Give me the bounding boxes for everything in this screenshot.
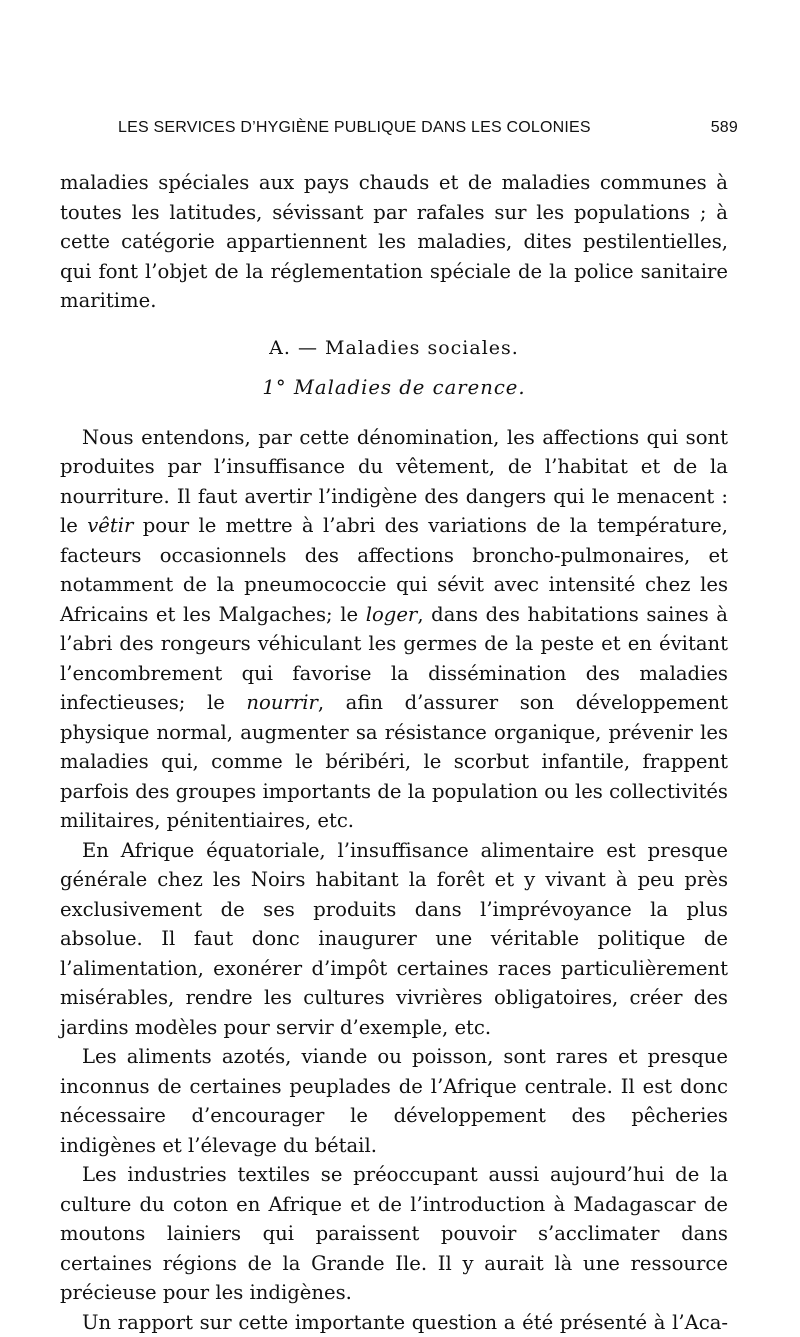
page-body [60, 168, 728, 1337]
p1-part2: pour le mettre à l’abri des variations de la température, facteurs occasionnels des affections broncho-pulmonaires, et notamment de la pneumococcie qui sévit avec intensité chez les Africains et les Malgaches; le [60, 514, 728, 626]
subsection-heading-text: 1° Maladies de carence. [262, 376, 525, 399]
p1-emphasis-loger: loger [366, 603, 418, 626]
paragraph-4: Les industries textiles se préoccupant aussi aujourd’hui de la culture du coton en Afrique et de l’introduction à Madagascar de moutons lainiers qui paraissent pouvoir s’acclimater dans certaines régions de la Grande Ile. Il y aurait là une ressource précieuse pour les indigènes. [60, 1160, 728, 1308]
p1-part4: , afin d’assurer son développement physique normal, augmenter sa résistance organique, prévenir les maladies qui, comme le béribéri, le scorbut infantile, frappent parfois des groupes importants de la population ou les collectivités militaires, pénitentiaires, etc. [60, 691, 728, 832]
paragraph-5: Un rapport sur cette importante question a été présenté à l’Aca- [60, 1308, 728, 1337]
p1-part3: , dans des habitations saines à l’abri des rongeurs véhiculant les germes de la peste et en évitant l’encombrement qui favorise la dissémination des maladies infectieuses; le [60, 603, 728, 715]
p1-emphasis-nourrir: nourrir [246, 691, 317, 714]
paragraph-2: En Afrique équatoriale, l’insuffisance alimentaire est presque générale chez les Noirs habitant la forêt et y vivant à peu près exclusivement de ses produits dans l’imprévoyance la plus absolue. Il faut donc inaugurer une véritable politique de l’alimentation, exonérer d’impôt certaines races particulièrement misérables, rendre les cultures vivrières obligatoires, créer des jardins modèles pour servir d’exemple, etc. [60, 836, 728, 1043]
p1-part1: Nous entendons, par cette dénomination, les affections qui sont produites par l’insuffisance du vêtement, de l’habitat et de la nourriture. Il faut avertir l’indigène des dangers qui le menacent : le [60, 426, 728, 538]
section-heading: A. — Maladies sociales. [60, 334, 728, 364]
p1-emphasis-vetir: vêtir [87, 514, 133, 537]
page-number: 589 [711, 119, 738, 137]
intro-paragraph: maladies spéciales aux pays chauds et de maladies communes à toutes les latitudes, sévissant par rafales sur les populations ; à cette catégorie appartiennent les maladies, dites pestilentielles, qui font l’objet de la réglementation spéciale de la police sanitaire maritime. [60, 168, 728, 316]
paragraph-1 [60, 423, 728, 836]
paragraph-3: Les aliments azotés, viande ou poisson, sont rares et presque inconnus de certaines peuplades de l’Afrique centrale. Il est donc nécessaire d’encourager le développement des pêcheries indigènes et l’élevage du bétail. [60, 1042, 728, 1160]
running-title: LES SERVICES D’HYGIÈNE PUBLIQUE DANS LES COLONIES [118, 119, 591, 137]
subsection-heading [60, 373, 728, 403]
running-header [118, 119, 738, 141]
